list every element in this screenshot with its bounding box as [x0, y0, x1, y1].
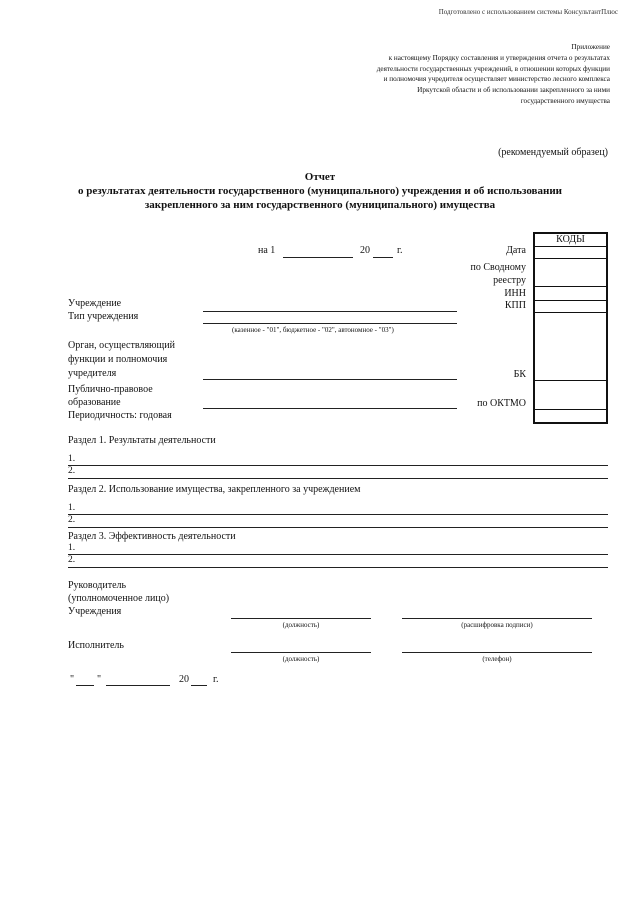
- organ-field[interactable]: [203, 379, 457, 380]
- head-label-1: Руководитель: [68, 580, 127, 591]
- periodicity-label: Периодичность: годовая: [68, 410, 172, 421]
- codes-cell-divider: [535, 258, 606, 259]
- appendix-line: деятельности государственных учреждений, в отношении которых функции: [376, 64, 610, 73]
- executor-phone-field[interactable]: [402, 652, 592, 653]
- section-2-item-1-num: 1.: [68, 503, 76, 513]
- codes-cell-divider: [535, 300, 606, 301]
- date-year-prefix: 20: [360, 245, 370, 256]
- appendix-title: Приложение: [571, 43, 610, 51]
- institution-type-field[interactable]: [203, 323, 457, 324]
- organ-label-2: функции и полномочия: [68, 354, 168, 365]
- head-label-3: Учреждения: [68, 606, 122, 617]
- title-line: о результатах деятельности государственного (муниципального) учреждения и об использовании: [77, 185, 563, 197]
- appendix-line: Иркутской области и об использовании закрепленного за ними: [417, 86, 610, 95]
- section-1-title: Раздел 1. Результаты деятельности: [68, 435, 216, 446]
- executor-label: Исполнитель: [68, 640, 124, 651]
- footer-quote-close: ": [97, 674, 102, 685]
- codes-date-label: Дата: [506, 245, 526, 256]
- codes-kpp-label: КПП: [504, 300, 526, 311]
- head-signature-caption: (расшифровка подписи): [461, 621, 533, 629]
- codes-cell-divider: [535, 380, 606, 381]
- section-3-item-2-num: 2.: [68, 555, 76, 565]
- footer-year-suffix: г.: [213, 674, 219, 685]
- section-2-item-1-field[interactable]: [68, 514, 608, 515]
- institution-type-hint: (казенное - "01", бюджетное - "02", автономное - "03"): [232, 326, 394, 334]
- appendix-line: к настоящему Порядку составления и утверждения отчета о результатах: [388, 53, 610, 62]
- codes-registry-label-1: по Сводному: [470, 262, 526, 273]
- codes-cell-divider: [535, 286, 606, 287]
- codes-cell-divider: [535, 409, 606, 410]
- section-3-item-2-field[interactable]: [68, 567, 608, 568]
- codes-table: [533, 232, 608, 424]
- date-on-label: на 1: [258, 245, 276, 256]
- codes-inn-label: ИНН: [504, 288, 526, 299]
- section-3-item-1-num: 1.: [68, 543, 76, 553]
- appendix-line: и полномочия учредителя осуществляет министерство лесного комплекса: [383, 75, 610, 84]
- institution-label: Учреждение: [68, 298, 122, 309]
- organ-label-3: учредителя: [68, 368, 117, 379]
- appendix-block: [310, 42, 610, 107]
- head-position-caption: (должность): [282, 621, 320, 629]
- footer-year-prefix: 20: [179, 674, 189, 685]
- prepared-with-note: Подготовлено с использованием системы КонсультантПлюс: [438, 8, 618, 16]
- executor-phone-caption: (телефон): [482, 655, 512, 663]
- document-title: [0, 170, 640, 212]
- footer-day-field[interactable]: [76, 685, 94, 686]
- title-line: закрепленного за ним государственного (муниципального) имущества: [144, 199, 496, 211]
- institution-type-label: Тип учреждения: [68, 311, 139, 322]
- public-entity-label-1: Публично-правовое: [68, 384, 153, 395]
- codes-registry-label-2: реестру: [493, 275, 526, 286]
- executor-position-caption: (должность): [282, 655, 320, 663]
- recommended-sample: (рекомендуемый образец): [498, 147, 608, 158]
- section-2-item-2-field[interactable]: [68, 527, 608, 528]
- head-signature-field[interactable]: [402, 618, 592, 619]
- public-entity-field[interactable]: [203, 408, 457, 409]
- codes-header: КОДЫ: [535, 234, 606, 247]
- section-1-item-2-num: 2.: [68, 466, 76, 476]
- institution-field[interactable]: [203, 311, 457, 312]
- head-position-field[interactable]: [231, 618, 371, 619]
- section-3-item-1-field[interactable]: [68, 554, 608, 555]
- date-day-month-field[interactable]: [283, 257, 353, 258]
- section-2-title: Раздел 2. Использование имущества, закрепленного за учреждением: [68, 484, 361, 495]
- footer-year-field[interactable]: [191, 685, 207, 686]
- organ-label-1: Орган, осуществляющий: [68, 340, 175, 351]
- title-line: Отчет: [304, 171, 336, 183]
- section-2-item-2-num: 2.: [68, 515, 76, 525]
- footer-quote-open: ": [70, 674, 75, 685]
- appendix-line: государственного имущества: [520, 96, 610, 105]
- section-1-item-1-field[interactable]: [68, 465, 608, 466]
- codes-bk-label: БК: [513, 369, 526, 380]
- public-entity-label-2: образование: [68, 397, 121, 408]
- section-1-item-1-num: 1.: [68, 454, 76, 464]
- executor-position-field[interactable]: [231, 652, 371, 653]
- head-label-2: (уполномоченное лицо): [68, 593, 170, 604]
- section-1-item-2-field[interactable]: [68, 478, 608, 479]
- codes-cell-divider: [535, 312, 606, 313]
- date-year-suffix: г.: [397, 245, 403, 256]
- date-year-field[interactable]: [373, 257, 393, 258]
- codes-oktmo-label: по ОКТМО: [477, 398, 526, 409]
- footer-month-field[interactable]: [106, 685, 170, 686]
- section-3-title: Раздел 3. Эффективность деятельности: [68, 531, 236, 542]
